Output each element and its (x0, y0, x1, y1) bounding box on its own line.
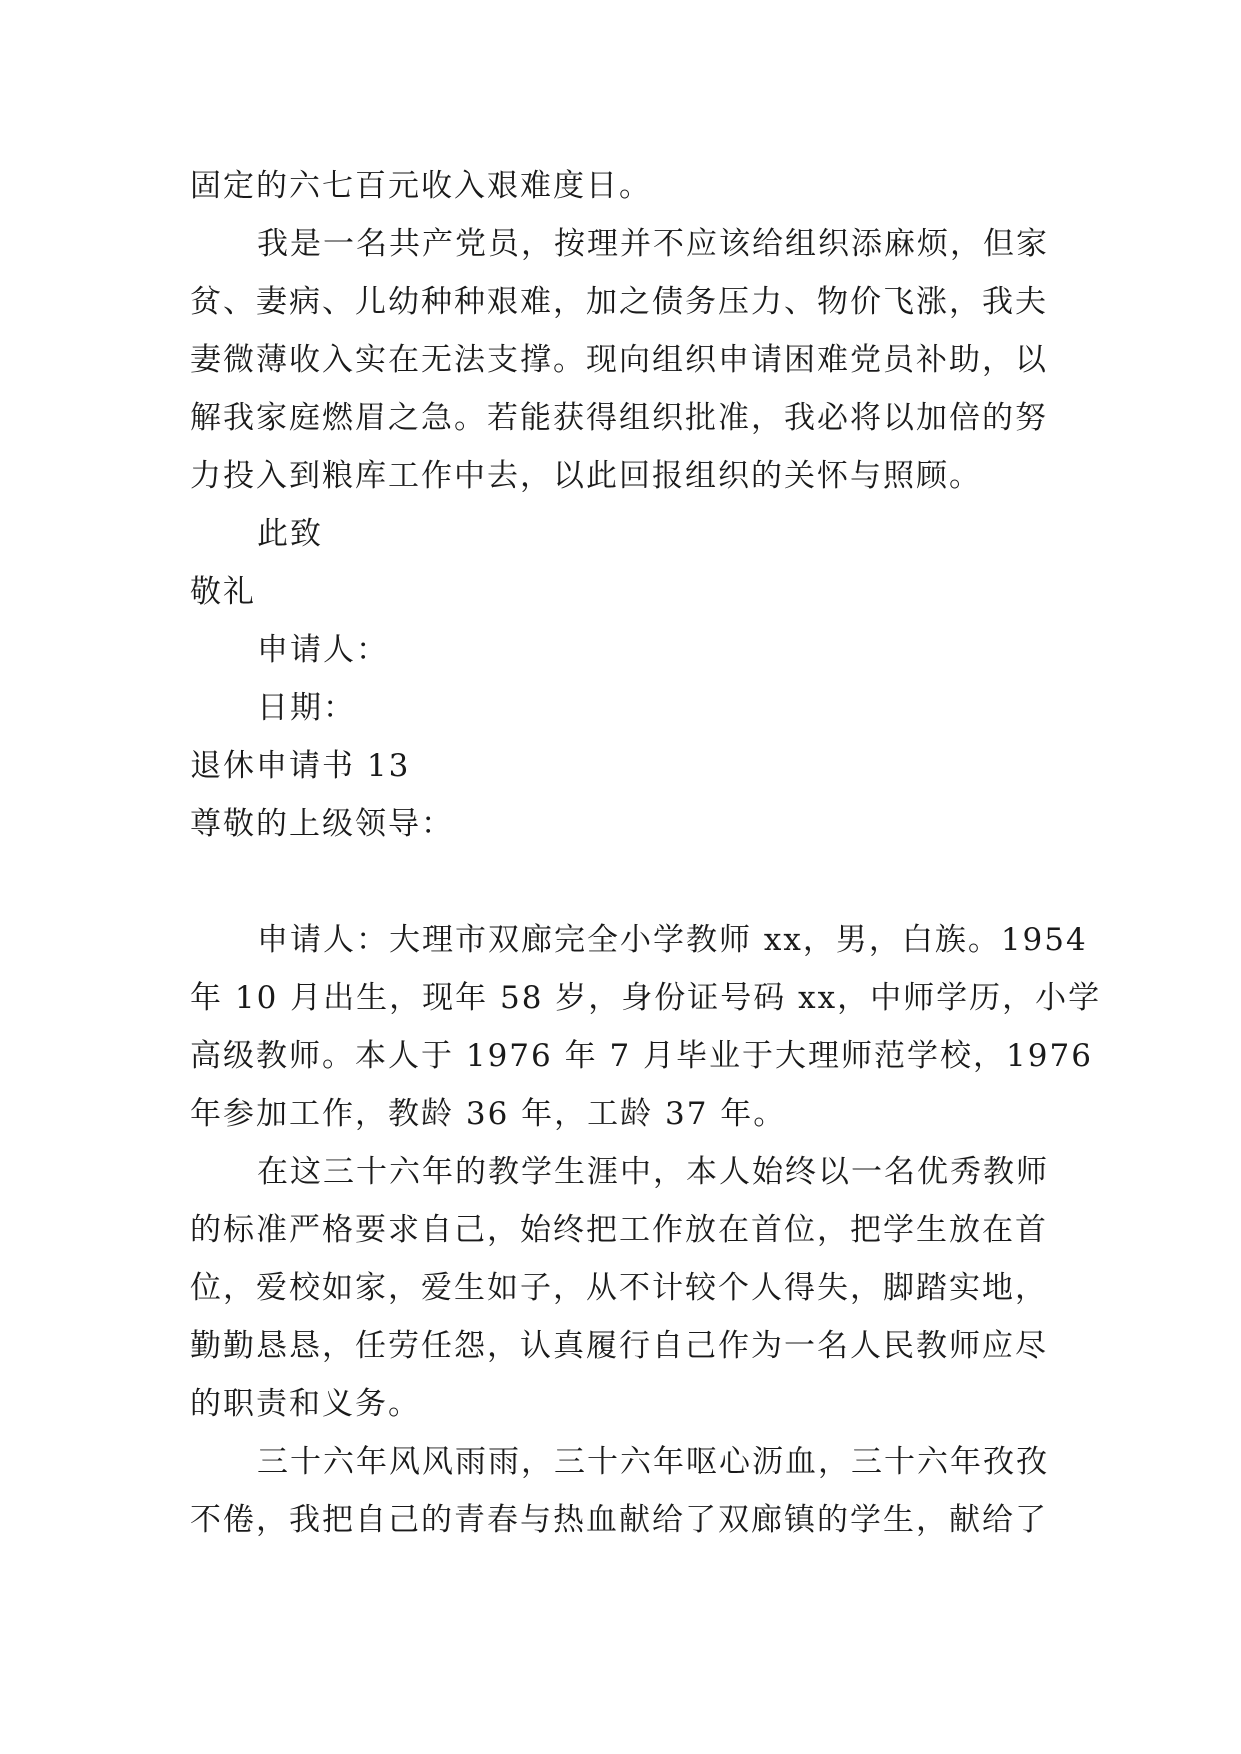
text-line: 的职责和义务。 (190, 1386, 421, 1422)
text-line: 勤勤恳恳，任劳任怨，认真履行自己作为一名人民教师应尽 (190, 1328, 1048, 1364)
text-line: 的标准严格要求自己，始终把工作放在首位，把学生放在首 (190, 1212, 1048, 1248)
blank-line (190, 853, 1060, 911)
greeting: 尊敬的上级领导： (190, 806, 454, 842)
text-line: 解我家庭燃眉之急。若能获得组织批准，我必将以加倍的努 (190, 400, 1048, 436)
applicant-label: 申请人： (257, 632, 389, 668)
text-line: 不倦，我把自己的青春与热血献给了双廊镇的学生，献给了 (190, 1502, 1048, 1538)
text-line: 固定的六七百元收入艰难度日。 (190, 168, 652, 204)
text-line: 位，爱校如家，爱生如子，从不计较个人得失，脚踏实地， (190, 1270, 1048, 1306)
text-line: 在这三十六年的教学生涯中，本人始终以一名优秀教师 (257, 1154, 1049, 1190)
date-label: 日期： (257, 690, 356, 726)
closing-regards: 敬礼 (190, 574, 256, 610)
text-line: 贫、妻病、儿幼种种艰难，加之债务压力、物价飞涨，我夫 (190, 284, 1048, 320)
document-body (190, 157, 1102, 1549)
text-line: 高级教师。本人于 1976 年 7 月毕业于大理师范学校，1976 (190, 1038, 1093, 1074)
text-line: 力投入到粮库工作中去，以此回报组织的关怀与照顾。 (190, 458, 982, 494)
text-line: 年参加工作，教龄 36 年，工龄 37 年。 (190, 1096, 787, 1132)
text-line: 年 10 月出生，现年 58 岁，身份证号码 xx，中师学历，小学 (190, 980, 1102, 1016)
text-line: 妻微薄收入实在无法支撑。现向组织申请困难党员补助，以 (190, 342, 1048, 378)
text-line: 申请人：大理市双廊完全小学教师 xx，男，白族。1954 (257, 922, 1088, 958)
section-title: 退休申请书 13 (190, 748, 411, 784)
text-line: 三十六年风风雨雨，三十六年呕心沥血，三十六年孜孜 (257, 1444, 1049, 1480)
text-line: 我是一名共产党员，按理并不应该给组织添麻烦，但家 (257, 226, 1049, 262)
closing-salutation: 此致 (257, 516, 323, 552)
